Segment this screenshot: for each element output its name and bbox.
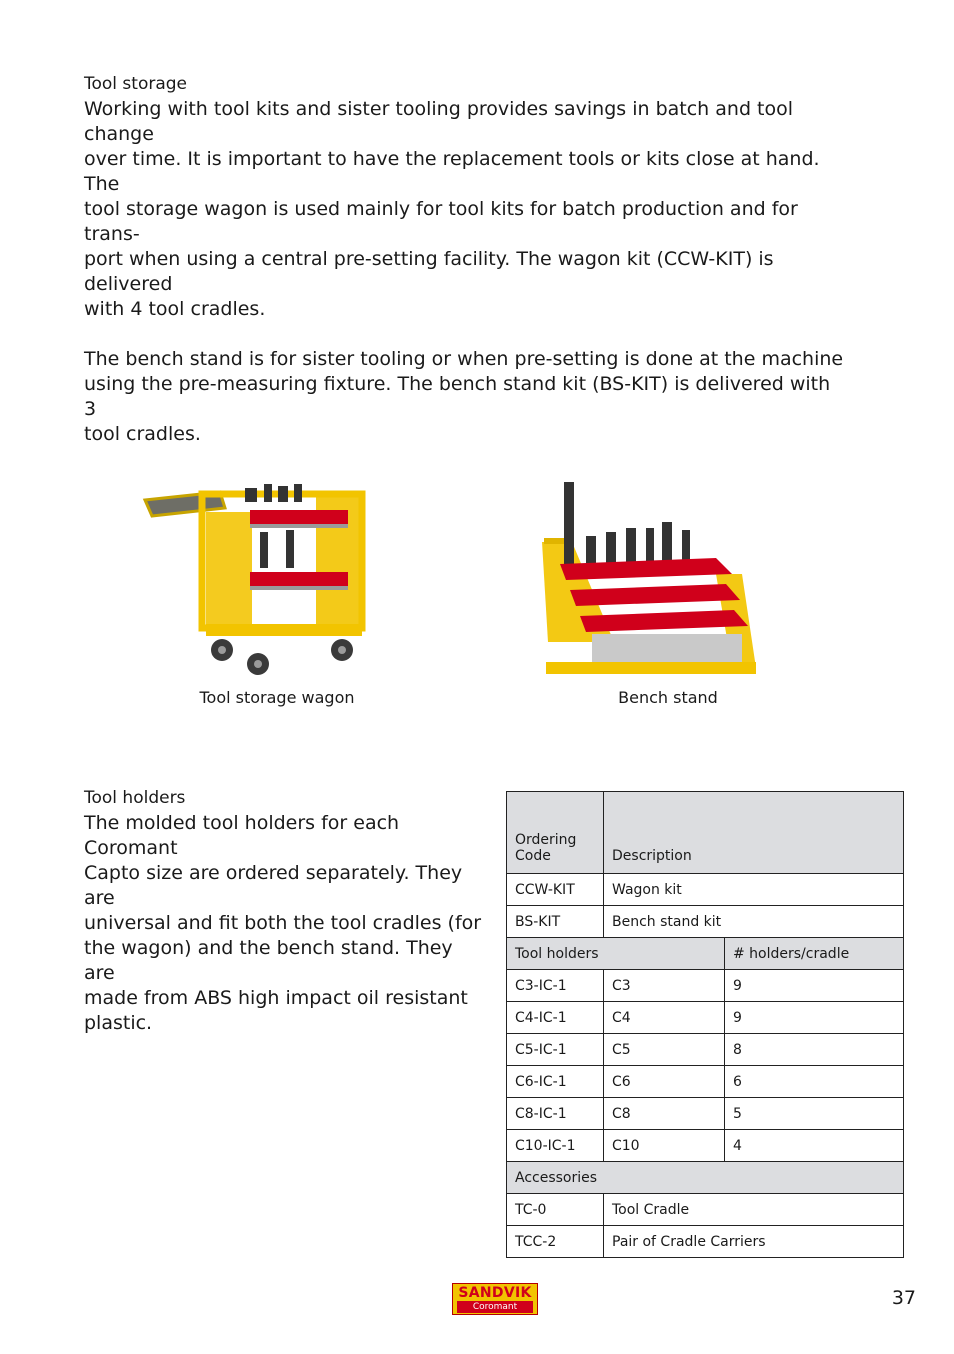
cell-count: 9: [725, 1002, 904, 1034]
cell-size: C4: [604, 1002, 725, 1034]
page-number: 37: [891, 1287, 916, 1309]
cell-code: C8-IC-1: [507, 1098, 604, 1130]
cell-count: 6: [725, 1066, 904, 1098]
header-description: Description: [604, 792, 904, 874]
cell-code: C6-IC-1: [507, 1066, 604, 1098]
table-row: [507, 1226, 904, 1258]
cell-code: C3-IC-1: [507, 970, 604, 1002]
table-row: [507, 906, 904, 938]
band-holders-per-cradle: # holders/cradle: [725, 938, 904, 970]
logo-subbrand: Coromant: [457, 1301, 533, 1313]
tool-storage-wagon-image: [140, 482, 370, 682]
bench-stand-image: [536, 482, 761, 687]
logo-wordmark: SANDVIK: [458, 1285, 532, 1301]
table-row: [507, 970, 904, 1002]
tool-holders-heading: Tool holders: [84, 788, 186, 808]
cell-code: CCW-KIT: [507, 874, 604, 906]
table-header-row: [507, 792, 904, 874]
tool-holders-band: [507, 938, 904, 970]
cell-size: C3: [604, 970, 725, 1002]
cell-code: TCC-2: [507, 1226, 604, 1258]
cell-description: Tool Cradle: [604, 1194, 904, 1226]
tool-holders-section: [84, 786, 484, 1036]
cell-code: C5-IC-1: [507, 1034, 604, 1066]
cell-count: 9: [725, 970, 904, 1002]
header-ordering-code: Ordering Code: [507, 792, 604, 874]
cell-description: Wagon kit: [604, 874, 904, 906]
tool-storage-section: [84, 72, 844, 447]
table-row: [507, 1130, 904, 1162]
cell-size: C8: [604, 1098, 725, 1130]
tool-storage-heading: Tool storage: [84, 74, 188, 94]
tool-storage-paragraph-1: Working with tool kits and sister tooling provides savings in batch and tool change over time. It is important to have the replacement tools or kits close at hand. The tool storage wagon is used mainly for tool kits for batch production and for trans- port when using a central pre-setting facility. The wagon kit (CCW-KIT) is delivered with 4 tool cradles.: [84, 98, 820, 320]
table-row: [507, 874, 904, 906]
accessories-band: [507, 1162, 904, 1194]
cell-code: C10-IC-1: [507, 1130, 604, 1162]
cell-code: TC-0: [507, 1194, 604, 1226]
table-row: [507, 1098, 904, 1130]
table-row: [507, 1194, 904, 1226]
tool-storage-paragraph-2: The bench stand is for sister tooling or when pre-setting is done at the machine using the pre-measuring fixture. The bench stand kit (BS-KIT) is delivered with 3 tool cradles.: [84, 348, 844, 445]
table-row: [507, 1034, 904, 1066]
cell-code: C4-IC-1: [507, 1002, 604, 1034]
band-tool-holders: Tool holders: [507, 938, 725, 970]
table-row: [507, 1002, 904, 1034]
cell-description: Pair of Cradle Carriers: [604, 1226, 904, 1258]
cell-count: 5: [725, 1098, 904, 1130]
cell-code: BS-KIT: [507, 906, 604, 938]
cell-count: 4: [725, 1130, 904, 1162]
sandvik-coromant-logo: [452, 1283, 538, 1315]
cell-description: Bench stand kit: [604, 906, 904, 938]
cell-size: C5: [604, 1034, 725, 1066]
table-row: [507, 1066, 904, 1098]
bench-stand-caption: Bench stand: [618, 688, 718, 707]
wagon-caption: Tool storage wagon: [199, 688, 355, 707]
band-accessories: Accessories: [507, 1162, 904, 1194]
ordering-table: [506, 791, 904, 1258]
cell-count: 8: [725, 1034, 904, 1066]
cell-size: C10: [604, 1130, 725, 1162]
cell-size: C6: [604, 1066, 725, 1098]
tool-holders-paragraph: The molded tool holders for each Coromant Capto size are ordered separately. They are universal and fit both the tool cradles (for the wagon) and the bench stand. They are made from ABS high impact oil resistant plastic.: [84, 812, 482, 1034]
